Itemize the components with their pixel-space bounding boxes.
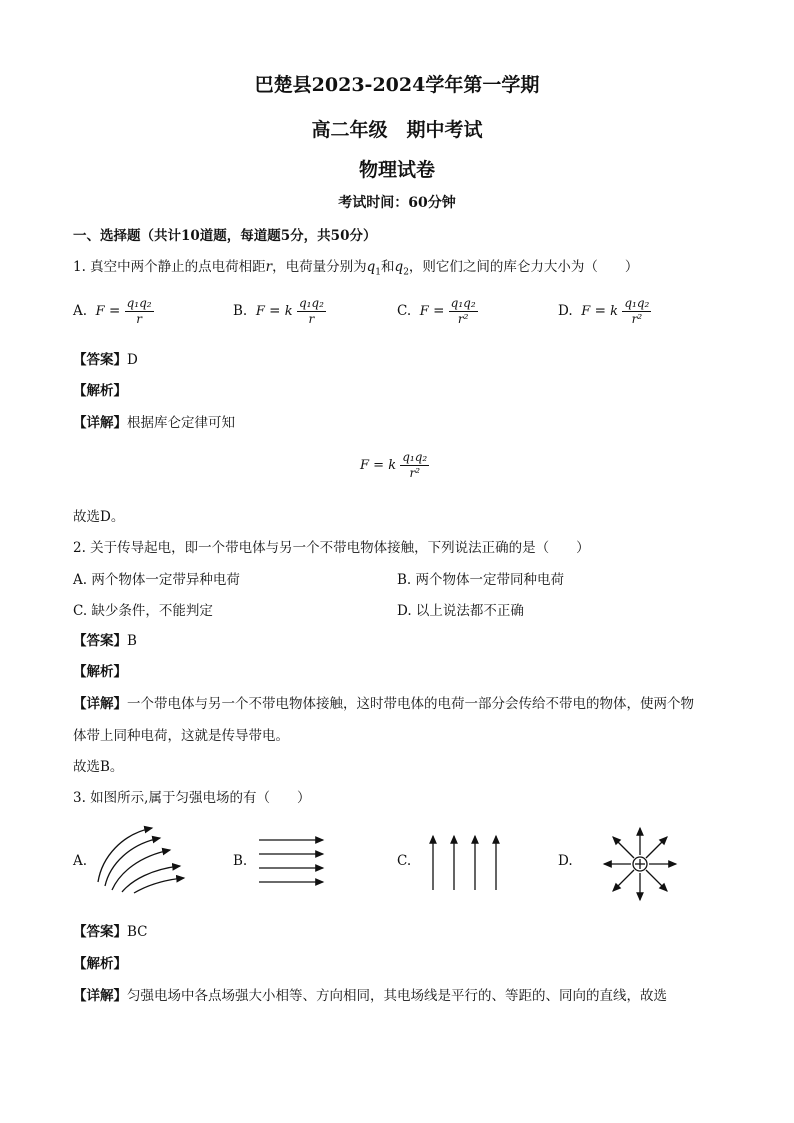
exam-time: 考试时间：60分钟: [338, 195, 456, 211]
q3-figure-a-label[interactable]: A.: [73, 853, 88, 869]
question-1-stem: 1. 真空中两个静止的点电荷相距r，电荷量分别为$q_1$和$q_2$，则它们之间的库仑力大小为（ ）: [73, 259, 639, 278]
q1-option-c[interactable]: C. F = $\frac{\text{q₁q₂}}{\text{r²}}$: [397, 296, 476, 326]
q1-option-b[interactable]: B. F = k $\frac{\text{q₁q₂}}{r}$: [233, 296, 324, 326]
q2-answer: 【答案】B: [73, 633, 137, 649]
q3-analysis-tag: 【解析】: [73, 956, 127, 972]
q3-figure-c-vertical-field: [424, 828, 509, 894]
q1-formula: F = k $\frac{\text{q₁q₂}}{\text{r²}}$: [360, 450, 428, 480]
exam-title: 巴楚县2023-2024学年第一学期: [254, 74, 540, 96]
q1-conclusion: 故选D。: [73, 509, 125, 525]
q1-detail: 【详解】根据库仑定律可知: [73, 415, 235, 431]
q2-option-d[interactable]: D. 以上说法都不正确: [397, 603, 524, 619]
field-line: [105, 838, 160, 886]
q1-option-a[interactable]: A. F = $\frac{\text{q₁q₂}}{r}$: [73, 296, 152, 326]
q3-figure-a-curved-field: [92, 822, 192, 894]
q3-figure-b-label[interactable]: B.: [233, 853, 248, 869]
field-line: [134, 878, 184, 893]
q1-option-d[interactable]: D. F = k $\frac{\text{q₁q₂}}{\text{r²}}$: [558, 296, 650, 326]
q2-analysis-tag: 【解析】: [73, 664, 127, 680]
q3-figure-b-horizontal-field: [255, 832, 330, 892]
paper-title: 物理试卷: [358, 159, 435, 181]
q3-detail: 【详解】匀强电场中各点场强大小相等、方向相同，其电场线是平行的、等距的、同向的直线，故选: [73, 988, 667, 1004]
field-line: [122, 866, 180, 892]
q2-option-c[interactable]: C. 缺少条件，不能判定: [73, 603, 213, 619]
q2-detail-line1: 【详解】一个带电体与另一个不带电物体接触，这时带电体的电荷一部分会传给不带电的物体，使两个物: [73, 696, 694, 712]
q2-detail-line2: 体带上同种电荷，这就是传导带电。: [73, 728, 289, 744]
q1-analysis-tag: 【解析】: [73, 383, 127, 399]
q3-answer: 【答案】BC: [73, 924, 148, 940]
q3-figure-c-label[interactable]: C.: [397, 853, 412, 869]
q2-option-b[interactable]: B. 两个物体一定带同种电荷: [397, 572, 565, 588]
exam-subtitle: 高二年级 期中考试: [311, 119, 483, 141]
question-3-stem: 3. 如图所示,属于匀强电场的有（ ）: [73, 790, 311, 806]
q3-figure-d-point-charge-field: [598, 822, 682, 906]
question-2-stem: 2. 关于传导起电，即一个带电体与另一个不带电物体接触，下列说法正确的是（ ）: [73, 540, 590, 556]
q3-figure-d-label[interactable]: D.: [558, 853, 573, 869]
q2-conclusion: 故选B。: [73, 759, 124, 775]
q2-option-a[interactable]: A. 两个物体一定带异种电荷: [73, 572, 240, 588]
section-heading: 一、选择题（共计10道题，每道题5分，共50分）: [73, 228, 377, 244]
q1-answer: 【答案】D: [73, 352, 138, 368]
